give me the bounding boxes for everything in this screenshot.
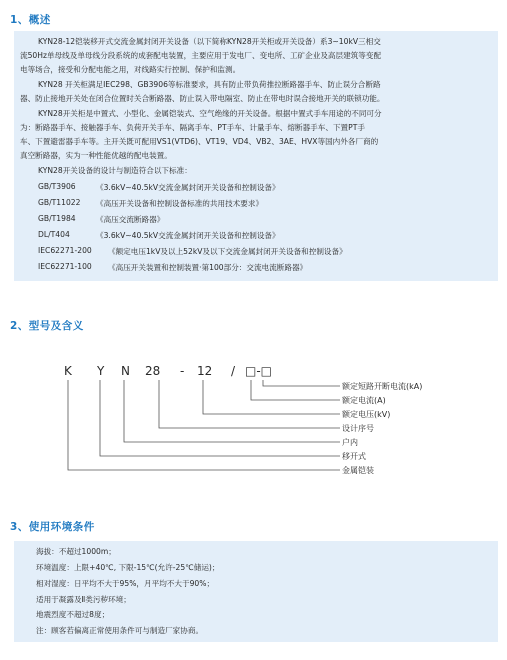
label-rated-current: 额定电流(A): [342, 396, 386, 405]
section-heading-overview: 1、概述: [10, 14, 51, 26]
standard-row: [38, 246, 498, 260]
model-char-dash: -: [180, 364, 185, 378]
overview-line: KYN28开关柜是中置式、小型化、金属铠装式、空气绝缘的开关设备。根据中置式手车用途的不同可分: [38, 109, 382, 118]
model-char-slash: /: [231, 364, 236, 378]
model-char-k: K: [64, 364, 72, 378]
standard-title: 《高压开关装置和控制装置·第100部分：交流电流断路器》: [108, 263, 308, 272]
standard-code: GB/T3906: [38, 182, 76, 191]
label-rated-voltage: 额定电压(kV): [342, 410, 391, 419]
leader-line: [251, 380, 340, 400]
label-metal-clad: 金属铠装: [342, 466, 374, 475]
overview-line: KYN28-12铠装移开式交流金属封闭开关设备（以下简称KYN28开关柜或开关设备）系3~10kV三相交: [38, 37, 381, 46]
label-indoor: 户内: [342, 438, 358, 447]
environment-line: 海拔：不超过1000m；: [36, 547, 116, 556]
standard-code: IEC62271-200: [38, 246, 92, 255]
leader-line: [263, 380, 340, 386]
standard-code: IEC62271-100: [38, 262, 92, 271]
environment-line: 地震烈度不超过8度；: [36, 610, 110, 619]
environment-line: 适用于凝露及Ⅱ类污秽环境；: [36, 595, 131, 604]
overview-line: 为：断路器手车、接触器手车、负荷开关手车、隔离手车、PT手车、计量手车、熔断器手车、下置PT手: [20, 123, 365, 132]
model-char-12: 12: [197, 364, 213, 378]
section-heading-environment: 3、使用环境条件: [10, 521, 95, 533]
leader-line: [159, 380, 340, 428]
overview-line: 器、防止接地开关处在闭合位置时关合断路器、防止误入带电隔室、防止在带电时误合接地开关的联锁功能。: [20, 94, 385, 103]
overview-line: 车、下置避雷器手车等。主开关既可配用VS1(VTD6)、VT19、VD4、VB2、3AE、HVX等国内外各厂商的: [20, 137, 379, 146]
label-design-number: 设计序号: [342, 424, 374, 433]
standard-row: [38, 182, 498, 196]
standard-row: [38, 214, 498, 228]
standard-code: DL/T404: [38, 230, 70, 239]
standard-title: 《高压交流断路器》: [96, 215, 165, 224]
environment-line: 注：顾客若偏离正常使用条件可与制造厂家协商。: [36, 626, 204, 635]
standard-row: [38, 198, 498, 212]
standard-title: 《额定电压1kV及以上52kV及以下交流金属封闭开关设备和控制设备》: [108, 247, 347, 256]
standards-list: [38, 182, 498, 278]
overview-line: KYN28开关设备的设计与制造符合以下标准：: [38, 166, 192, 175]
model-char-boxes: □-□: [245, 364, 273, 378]
standard-row: [38, 262, 498, 276]
model-char-28: 28: [145, 364, 161, 378]
environment-box: [14, 541, 498, 642]
overview-line: KYN28 开关柜满足IEC298、GB3906等标准要求，具有防止带负荷推拉断路器手车、防止误分合断路: [38, 80, 381, 89]
model-char-n: N: [121, 364, 130, 378]
standard-code: GB/T1984: [38, 214, 76, 223]
model-char-y: Y: [97, 364, 105, 378]
environment-line: 相对湿度：日平均不大于95%，月平均不大于90%；: [36, 579, 215, 588]
standard-row: [38, 230, 498, 244]
standard-title: 《3.6kV~40.5kV交流金属封闭开关设备和控制设备》: [96, 231, 280, 240]
environment-line: 环境温度：上限+40℃, 下限-15℃(允许-25℃储运)；: [36, 563, 220, 572]
overview-line: 流50Hz单母线及单母线分段系统的成套配电装置，主要应用于发电厂、变电所、工矿企业及高层建筑等变配: [20, 51, 382, 60]
section-heading-model: 2、型号及含义: [10, 320, 84, 332]
overview-line: 真空断路器，实为一种性能优越的配电装置。: [20, 151, 172, 160]
standard-title: 《高压开关设备和控制设备标准的共用技术要求》: [96, 199, 264, 208]
leader-line: [203, 380, 340, 414]
overview-line: 电等场合，接受和分配电能之用，对线路实行控制、保护和监测。: [20, 65, 241, 74]
leader-line: [68, 380, 340, 470]
standard-title: 《3.6kV~40.5kV交流金属封闭开关设备和控制设备》: [96, 183, 280, 192]
model-designation-diagram: [20, 345, 490, 495]
leader-line: [100, 380, 340, 456]
label-rated-breaking-current: 额定短路开断电流(kA): [342, 382, 423, 391]
standard-code: GB/T11022: [38, 198, 81, 207]
leader-line: [124, 380, 340, 442]
overview-box: [14, 31, 498, 281]
label-withdrawable: 移开式: [342, 452, 366, 461]
leader-lines: [68, 380, 340, 470]
